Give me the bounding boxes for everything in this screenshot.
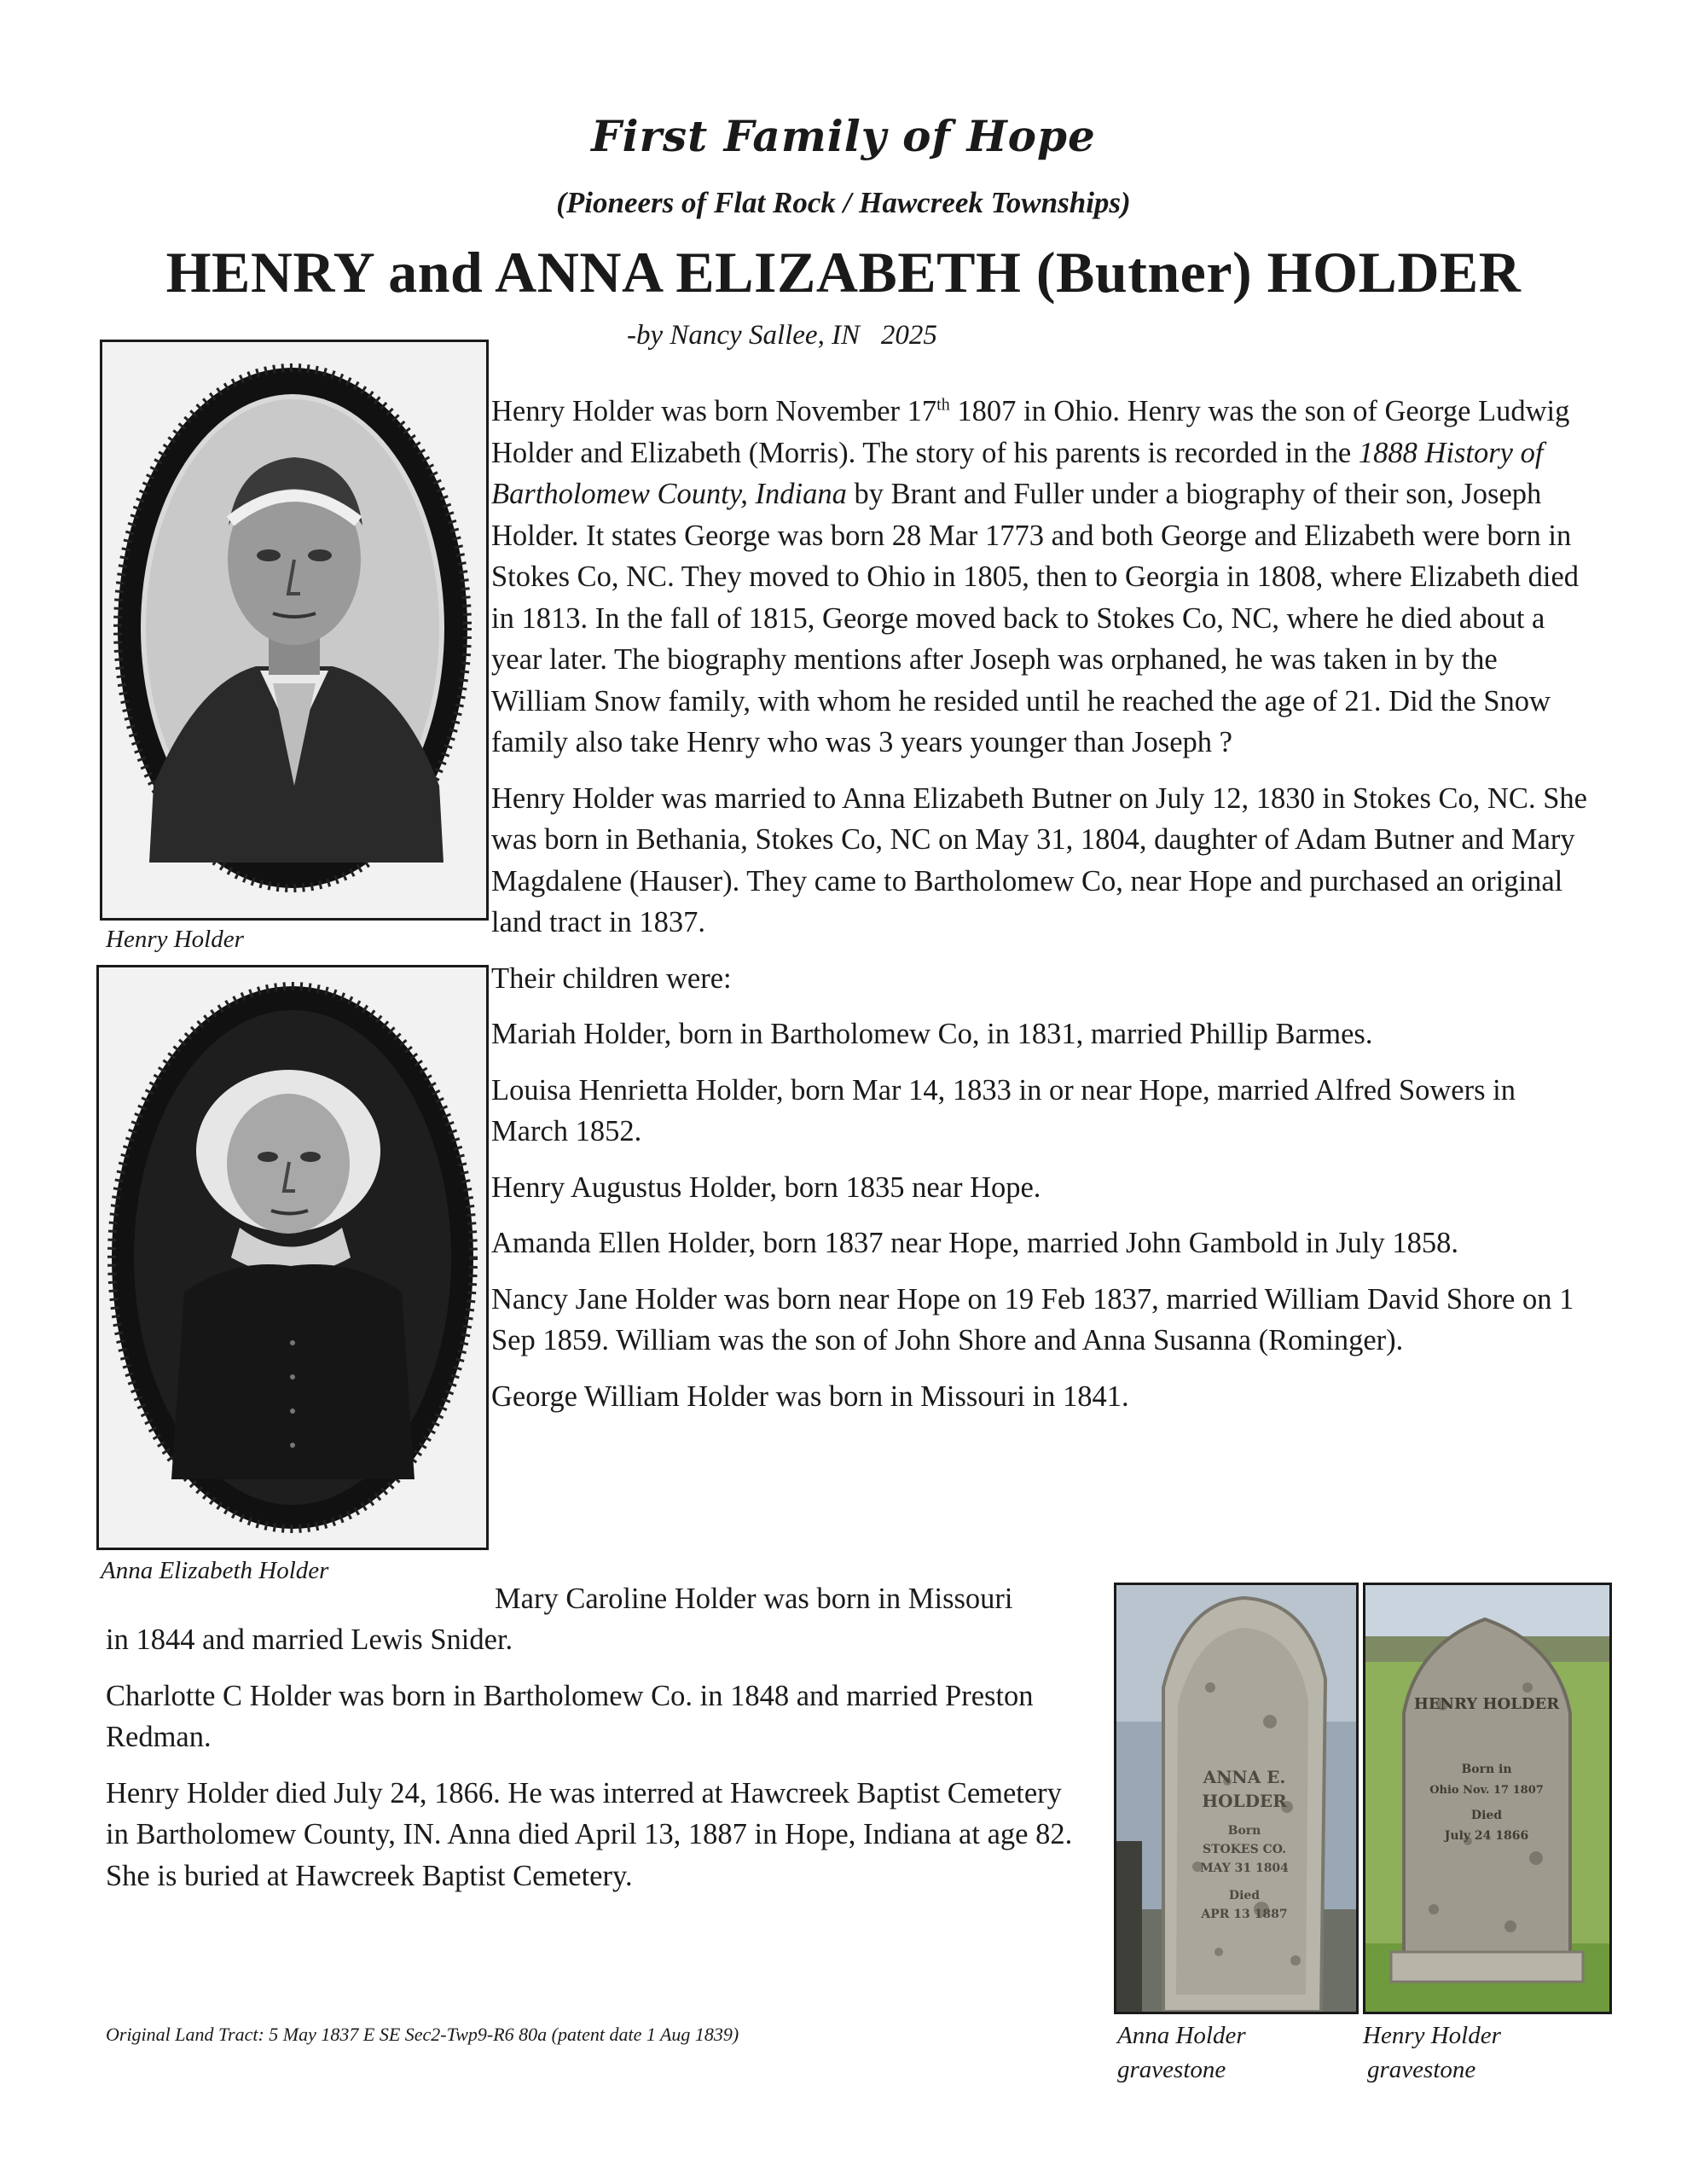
paragraph-parents-text-3: by Brant and Fuller under a biography of their son, Joseph Holder. It states George was born 28 Mar 1773 and both George and Elizabeth were born in Stokes Co, NC. They moved to Ohio in 1805, then to Georgia in 1808, where Elizabeth died in 1813. In the fall of 1815, George moved back to Stokes Co, NC, where he died about a year later. The biography mentions after Joseph was orphaned, he was taken in by the William Snow family, with whom he resided until he reached the age of 21. Did the Snow family also take Henry who was 3 years younger than Joseph ? bbox=[491, 478, 1580, 758]
children-intro: Their children were: bbox=[491, 961, 732, 995]
henry-inscription-line: July 24 1866 bbox=[1444, 1829, 1529, 1843]
body-right-column bbox=[491, 391, 1591, 1432]
henry-gravestone-caption-1: Henry Holder bbox=[1363, 2022, 1501, 2049]
paragraph-marriage: Henry Holder was married to Anna Elizabeth Butner on July 12, 1830 in Stokes Co, NC. She was born in Bethania, Stokes Co, NC on May 31, 1804, daughter of Adam Butner and Mary Magdalene (Hauser). They came to Bartholomew Co, near Hope and purchased an original land tract in 1837. bbox=[491, 781, 1587, 938]
henry-gravestone-image bbox=[1365, 1585, 1609, 2012]
child-item: Louisa Henrietta Holder, born Mar 14, 1833 in or near Hope, married Alfred Sowers in March 1852. bbox=[491, 1073, 1516, 1147]
anna-portrait bbox=[96, 965, 489, 1550]
page-subtitle: (Pioneers of Flat Rock / Hawcreek Townships) bbox=[556, 186, 1131, 219]
child-item: Henry Augustus Holder, born 1835 near Hope. bbox=[491, 1170, 1041, 1204]
child-item-mary-line-2: in 1844 and married Lewis Snider. bbox=[106, 1623, 513, 1656]
paragraph-parents-text-2: 1807 in Ohio. Henry was the son of George Ludwig Holder and Elizabeth (Morris). The story of his parents is recorded in the bbox=[491, 395, 1570, 469]
anna-inscription-line: APR 13 1887 bbox=[1201, 1908, 1288, 1921]
superscript-th: th bbox=[936, 395, 950, 415]
anna-inscription-line: STOKES CO. bbox=[1203, 1843, 1286, 1856]
henry-inscription-line: Born in bbox=[1461, 1763, 1512, 1776]
anna-inscription-line: MAY 31 1804 bbox=[1200, 1862, 1289, 1875]
land-tract-footnote: Original Land Tract: 5 May 1837 E SE Sec2-Twp9-R6 80a (patent date 1 Aug 1839) bbox=[106, 2024, 739, 2045]
anna-inscription-line: Born bbox=[1227, 1824, 1261, 1838]
anna-gravestone-photo bbox=[1114, 1583, 1359, 2014]
henry-inscription-line: HENRY HOLDER bbox=[1413, 1695, 1560, 1713]
henry-inscription-line: Ohio Nov. 17 1807 bbox=[1429, 1784, 1544, 1797]
anna-portrait-caption: Anna Elizabeth Holder bbox=[101, 1557, 329, 1584]
anna-inscription-line: HOLDER bbox=[1202, 1791, 1287, 1811]
henry-portrait-image bbox=[102, 342, 486, 918]
child-item: Nancy Jane Holder was born near Hope on 19 Feb 1837, married William David Shore on 1 Sep 1859. William was the son of John Shore and Anna Susanna (Rominger). bbox=[491, 1282, 1574, 1356]
paragraph-parents-text-1: Henry Holder was born November 17 bbox=[491, 395, 937, 427]
henry-inscription-line: Died bbox=[1470, 1809, 1503, 1822]
henry-portrait-caption: Henry Holder bbox=[106, 926, 244, 953]
page-title: HENRY and ANNA ELIZABETH (Butner) HOLDER bbox=[165, 240, 1522, 305]
child-item: George William Holder was born in Missouri in 1841. bbox=[491, 1380, 1129, 1413]
book-title: 1888 History of Bartholomew County, Indiana bbox=[491, 436, 1544, 510]
anna-portrait-image bbox=[99, 967, 486, 1548]
anna-inscription-line: ANNA E. bbox=[1203, 1767, 1286, 1787]
henry-gravestone-photo bbox=[1363, 1583, 1612, 2014]
byline: -by Nancy Sallee, IN 2025 bbox=[627, 320, 937, 351]
child-item-mary-line-1: Mary Caroline Holder was born in Missouri bbox=[495, 1583, 1013, 1615]
anna-gravestone-caption-2: gravestone bbox=[1117, 2056, 1226, 2083]
body-lower-column bbox=[106, 1619, 1087, 1911]
child-item: Charlotte C Holder was born in Bartholomew Co. in 1848 and married Preston Redman. bbox=[106, 1679, 1034, 1753]
henry-gravestone-caption-2: gravestone bbox=[1367, 2056, 1476, 2083]
anna-gravestone-image bbox=[1116, 1585, 1356, 2012]
paragraph-death: Henry Holder died July 24, 1866. He was interred at Hawcreek Baptist Cemetery in Bartholomew County, IN. Anna died April 13, 1887 in Hope, Indiana at age 82. She is buried at Hawcreek Baptist Cemetery. bbox=[106, 1776, 1073, 1892]
child-item: Mariah Holder, born in Bartholomew Co, in 1831, married Phillip Barmes. bbox=[491, 1018, 1373, 1050]
anna-inscription-line: Died bbox=[1228, 1889, 1261, 1902]
page-kicker: First Family of Hope bbox=[591, 111, 1096, 161]
anna-gravestone-caption-1: Anna Holder bbox=[1117, 2022, 1246, 2049]
paragraph-parents bbox=[491, 391, 1591, 764]
henry-portrait bbox=[100, 340, 489, 921]
child-item: Amanda Ellen Holder, born 1837 near Hope, married John Gambold in July 1858. bbox=[491, 1227, 1459, 1259]
